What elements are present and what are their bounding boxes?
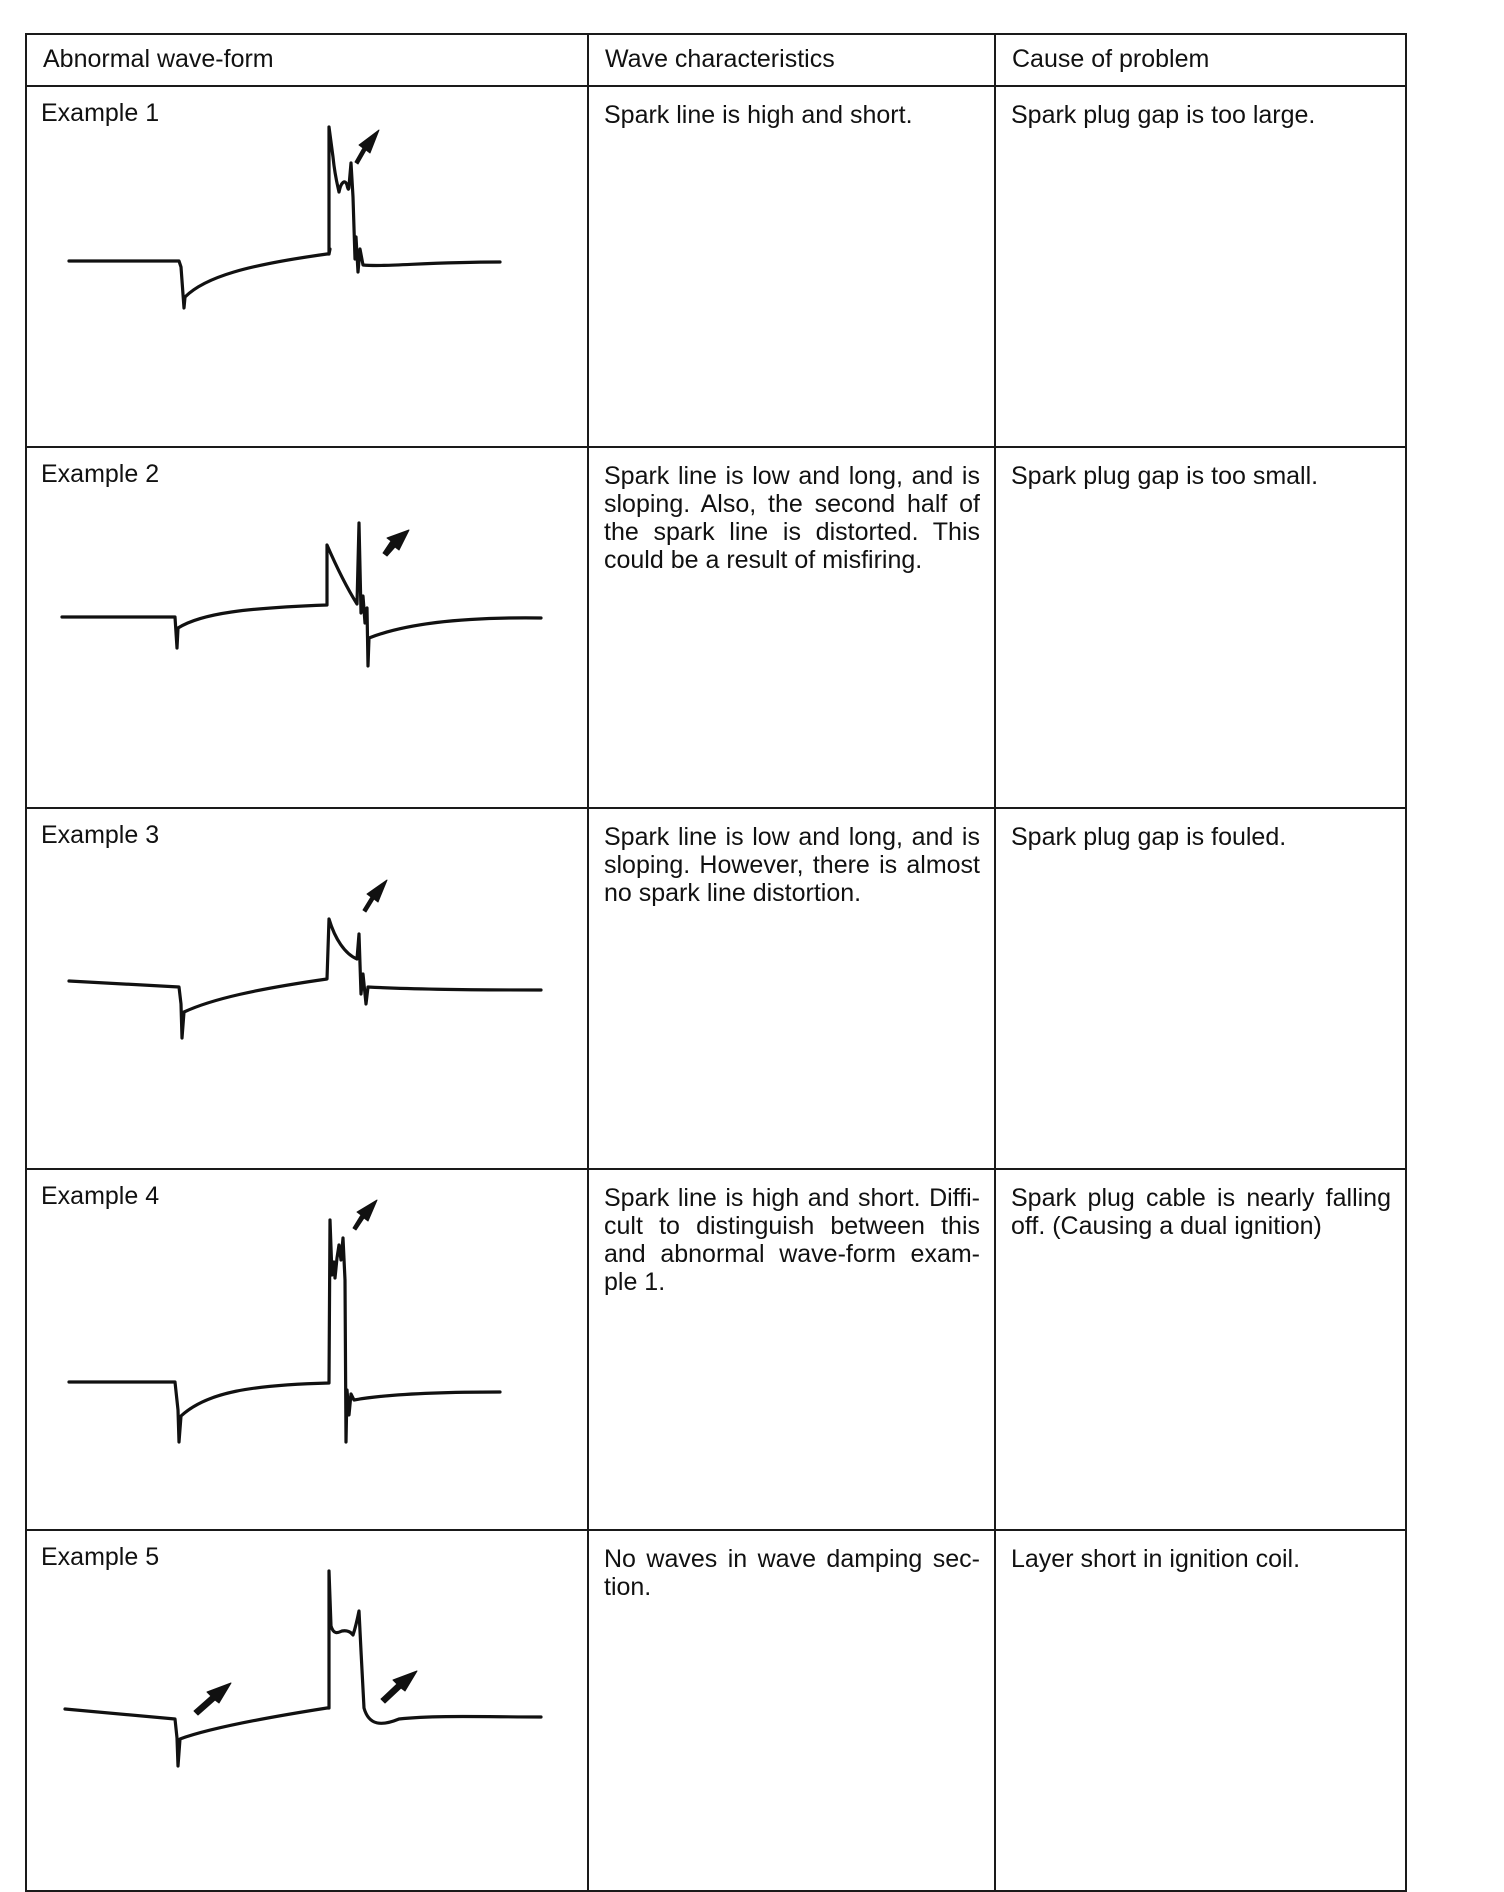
waveform-diagram-4 <box>27 1170 587 1513</box>
waveform-diagram-5 <box>27 1531 587 1874</box>
cause-cell <box>995 447 1406 808</box>
example-label: Example 2 <box>41 460 160 488</box>
header-cause: Cause of problem <box>995 34 1406 86</box>
characteristics-cell <box>588 808 995 1169</box>
waveform-diagram-3 <box>27 809 587 1152</box>
characteristics-text: Spark line is high and short. Difficult to distinguish between this and abnormal wave-form example 1. <box>604 1184 980 1296</box>
cause-text: Spark plug gap is fouled. <box>1011 823 1287 851</box>
waveform-cell <box>26 808 588 1169</box>
characteristics-cell <box>588 1169 995 1530</box>
example-label: Example 3 <box>41 821 160 849</box>
waveform-cell <box>26 86 588 447</box>
example-label: Example 4 <box>41 1182 160 1210</box>
cause-cell <box>995 808 1406 1169</box>
characteristics-text: Spark line is low and long, and is sloping. Also, the second half of the spark line is distorted. This could be a result of misfiring. <box>604 462 980 574</box>
characteristics-text: No waves in wave damping section. <box>604 1545 980 1601</box>
header-waveform: Abnormal wave-form <box>26 34 588 86</box>
arrow-icon <box>353 1200 377 1230</box>
characteristics-cell <box>588 1530 995 1891</box>
characteristics-cell <box>588 447 995 808</box>
waveform-cell <box>26 1169 588 1530</box>
characteristics-text: Spark line is low and long, and is sloping. However, there is almost no spark line distortion. <box>604 823 980 907</box>
cause-cell <box>995 1169 1406 1530</box>
table-row <box>26 447 1406 808</box>
example-label: Example 1 <box>41 99 160 127</box>
characteristics-text: Spark line is high and short. <box>604 101 913 129</box>
cause-text: Spark plug gap is too small. <box>1011 462 1319 490</box>
table-row <box>26 1530 1406 1891</box>
cause-text: Layer short in ignition coil. <box>1011 1545 1301 1573</box>
characteristics-cell <box>588 86 995 447</box>
table-row <box>26 86 1406 447</box>
waveform-diagram-2 <box>27 448 587 791</box>
table-row <box>26 1169 1406 1530</box>
arrow-icon <box>383 530 409 556</box>
arrow-icon <box>381 1671 417 1703</box>
arrow-icon <box>355 130 379 164</box>
table-header-row <box>26 34 1406 86</box>
cause-text: Spark plug cable is nearly falling off. (Causing a dual ignition) <box>1011 1184 1391 1240</box>
waveform-diagram-1 <box>27 87 587 430</box>
cause-text: Spark plug gap is too large. <box>1011 101 1316 129</box>
cause-cell <box>995 86 1406 447</box>
table-row <box>26 808 1406 1169</box>
arrow-icon <box>363 880 387 912</box>
waveform-cell <box>26 447 588 808</box>
example-label: Example 5 <box>41 1543 160 1571</box>
arrow-icon <box>194 1683 231 1715</box>
waveform-cell <box>26 1530 588 1891</box>
header-characteristics: Wave characteristics <box>588 34 995 86</box>
waveform-diagnosis-table <box>25 33 1407 1892</box>
cause-cell <box>995 1530 1406 1891</box>
